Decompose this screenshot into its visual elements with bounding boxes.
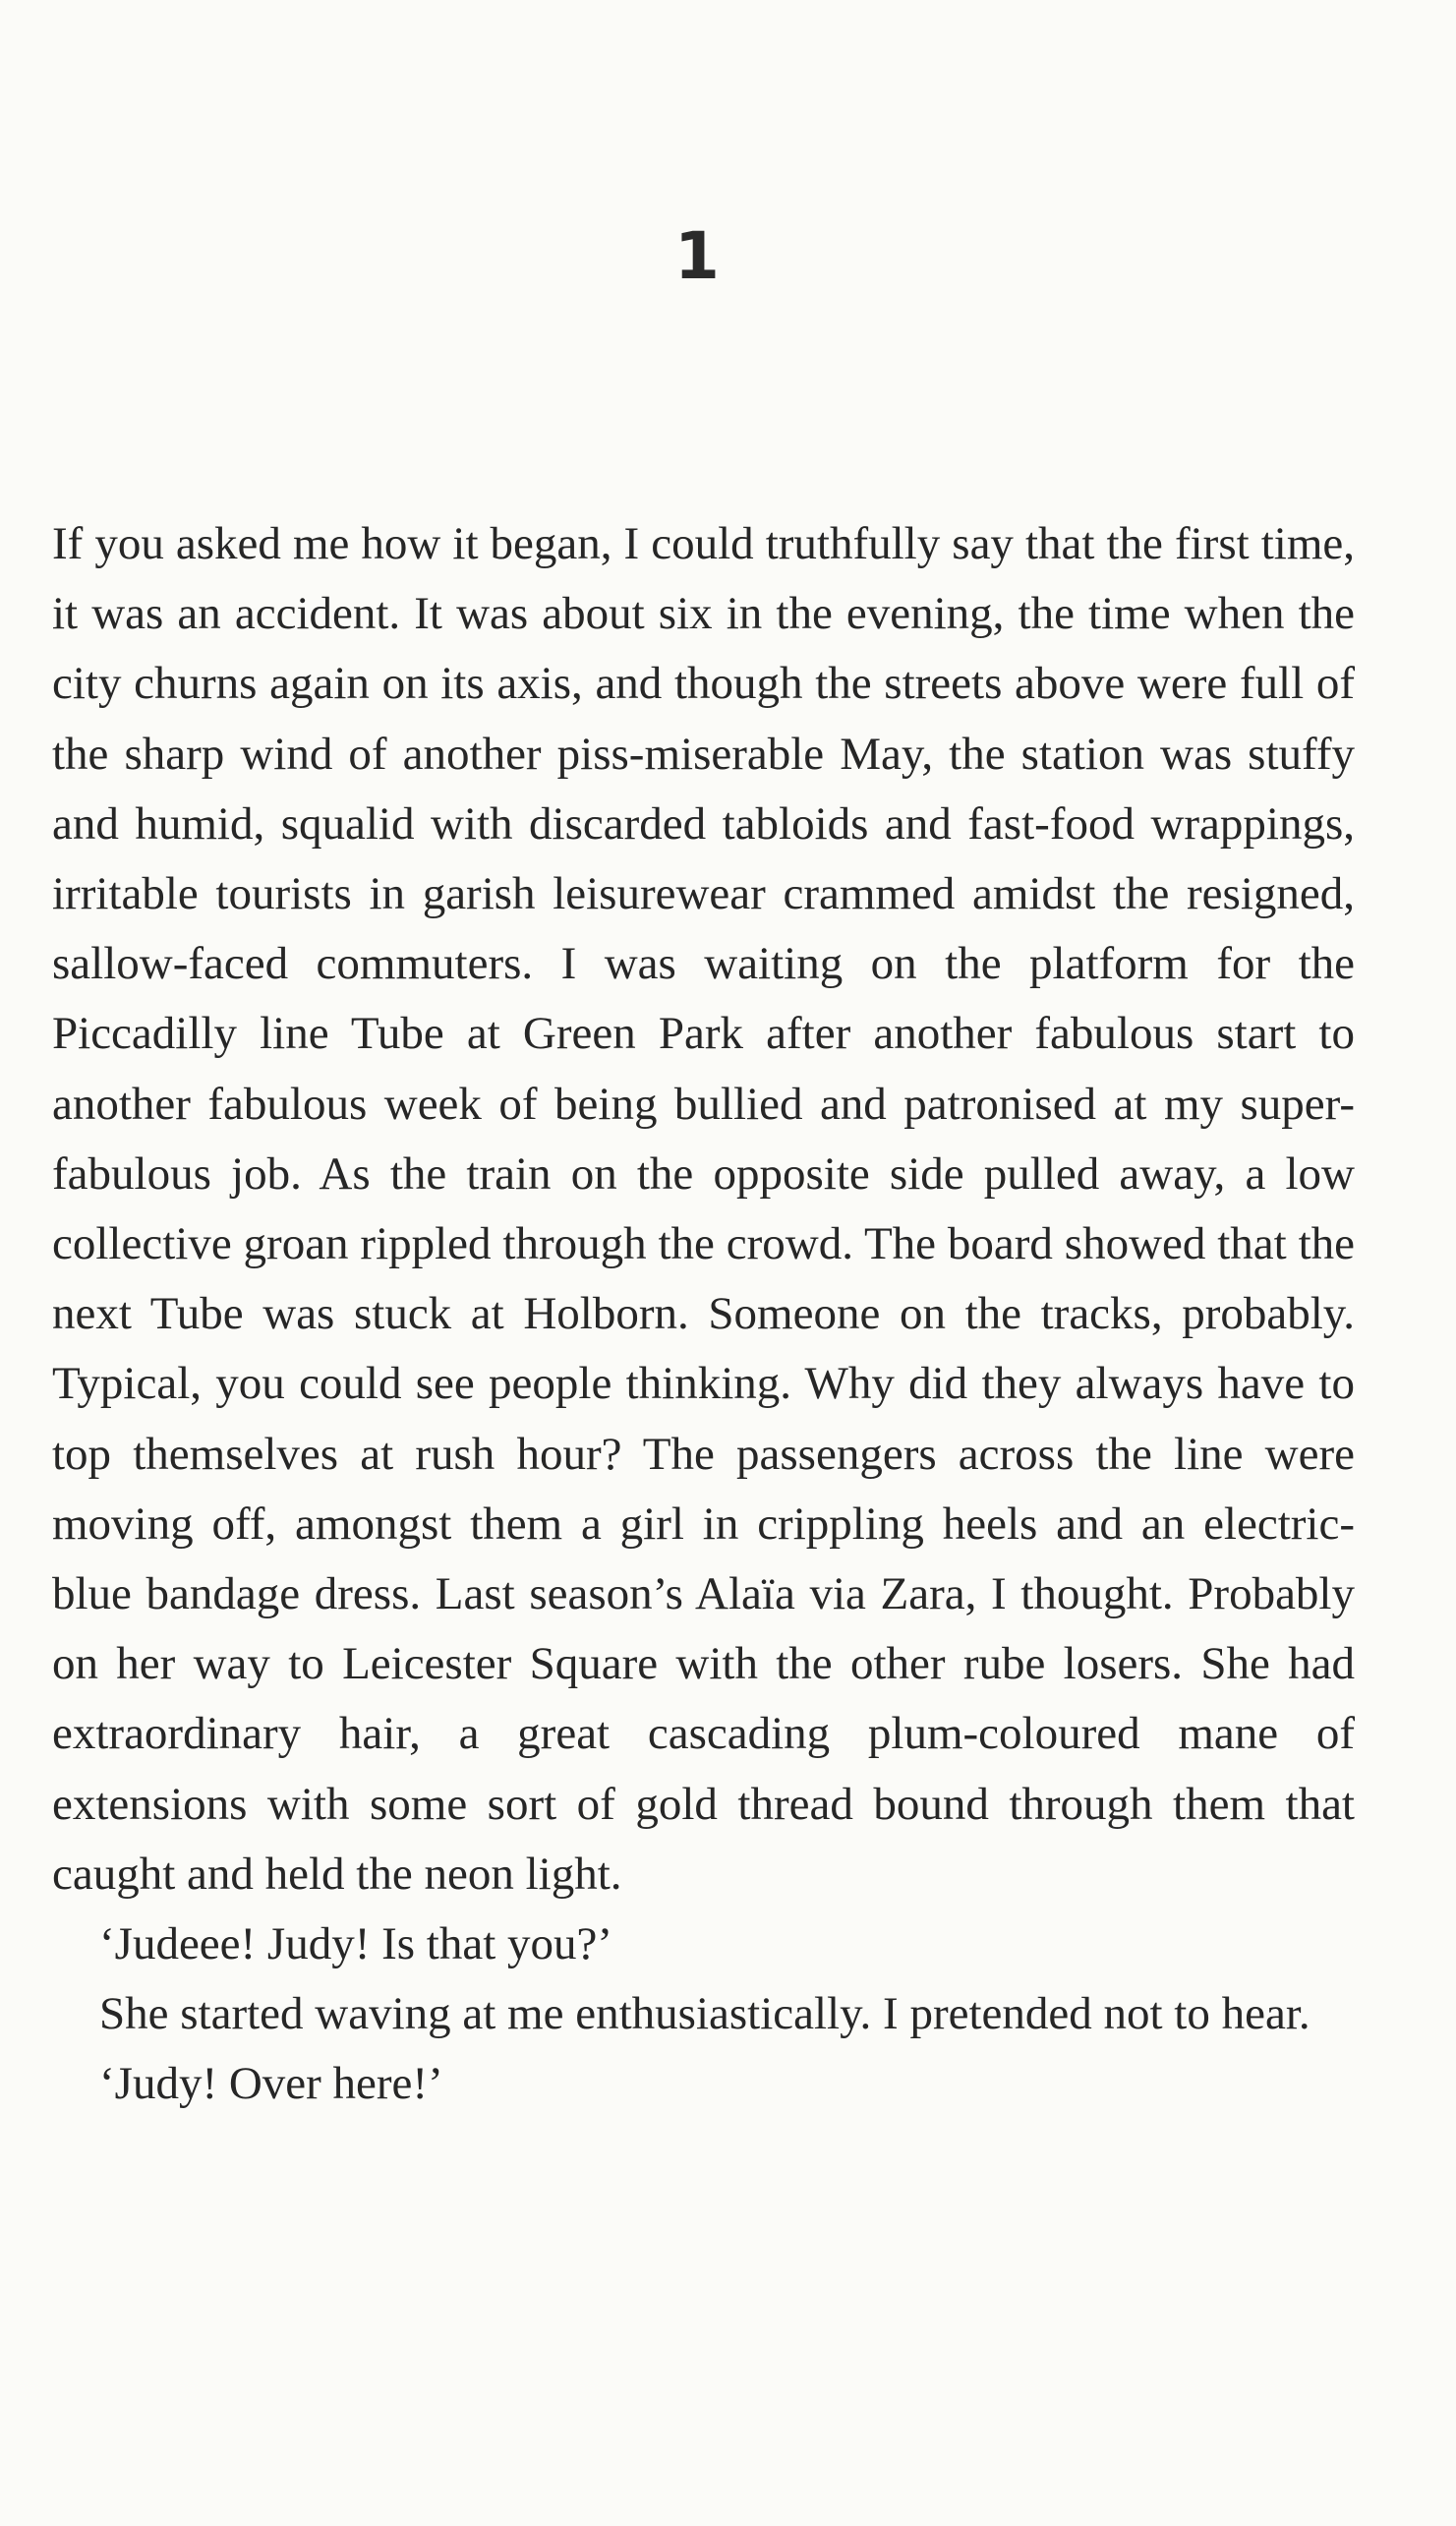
paragraph-opening: If you asked me how it began, I could truthfully say that the first time, it was an accident. It was about six in the evening, the time when the city churns again on its axis, and though the streets above were full of the sharp wind of another piss-miserable May, the station was stuffy and humid, squalid with discarded tabloids and fast-food wrappings, irritable tourists in garish leisurewear crammed amidst the resigned, sallow-faced commuters. I was waiting on the platform for the Piccadilly line Tube at Green Park after another fabulous start to another fabulous week of being bullied and patronised at my super-fabulous job. As the train on the opposite side pulled away, a low collective groan rippled through the crowd. The board showed that the next Tube was stuck at Holborn. Someone on the tracks, probably. Typical, you could see people thinking. Why did they always have to top themselves at rush hour? The passengers across the line were moving off, amongst them a girl in crippling heels and an electric-blue bandage dress. Last season’s Alaïa via Zara, I thought. Probably on her way to Leicester Square with the other rube losers. She had extraordinary hair, a great cascading plum-coloured mane of extensions with some sort of gold thread bound through them that caught and held the neon light. — [52, 518, 1355, 1900]
paragraph-dialogue: ‘Judy! Over here!’ — [99, 2058, 443, 2110]
chapter-number: 1 — [674, 218, 720, 294]
chapter-body — [52, 509, 1355, 2120]
paragraph-dialogue: ‘Judeee! Judy! Is that you?’ — [99, 1918, 613, 1970]
paragraph: She started waving at me enthusiastically. I pretended not to hear. — [99, 1988, 1310, 2040]
